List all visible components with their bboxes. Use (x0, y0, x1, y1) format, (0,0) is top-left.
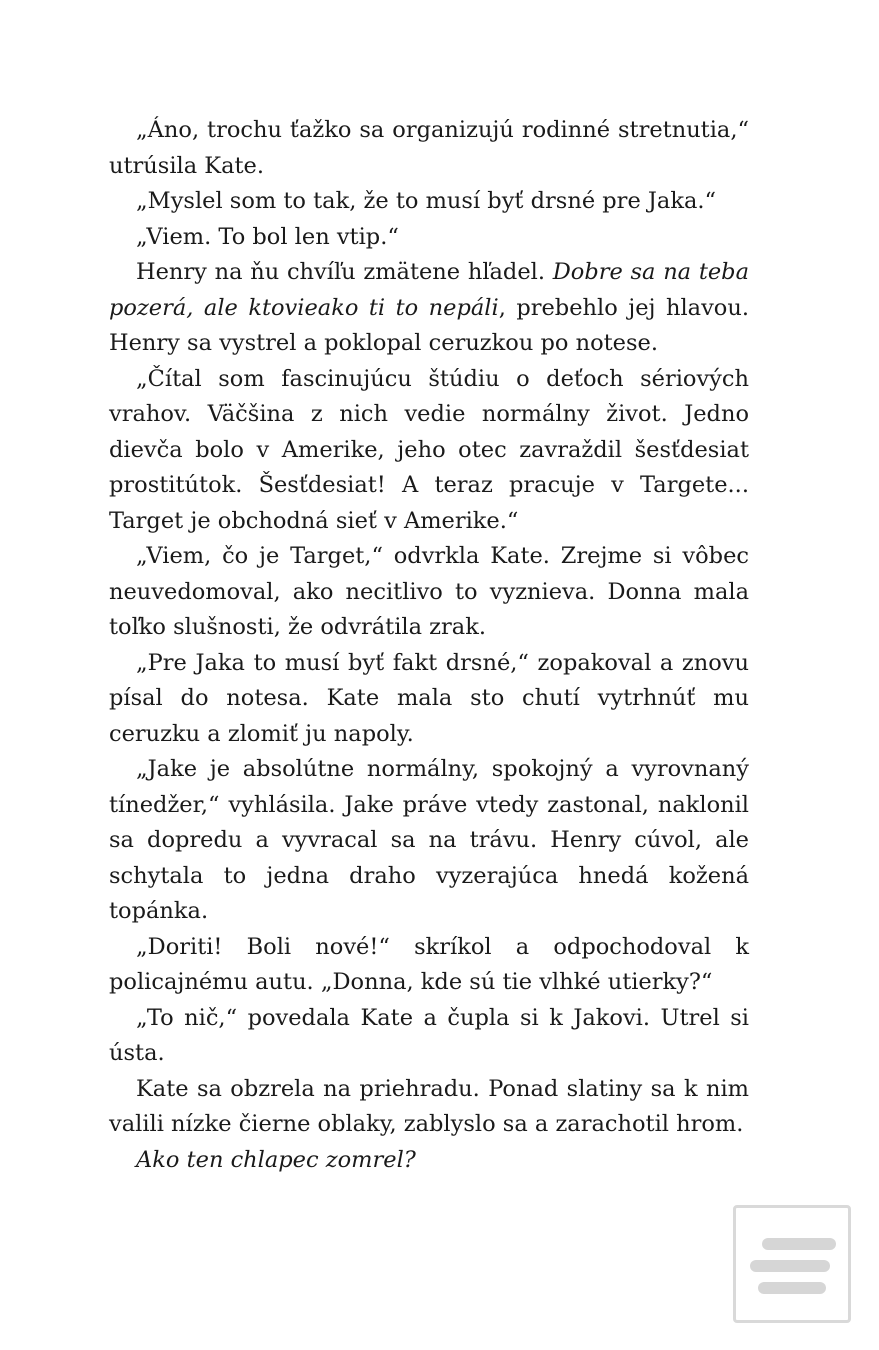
paragraph: Henry na ňu chvíľu zmätene hľadel. Dobre sa na teba pozerá, ale ktovieako ti to nepáli, prebehlo jej hlavou. Henry sa vystrel a poklopal ceruzkou po notese. (109, 259, 749, 356)
paragraph: „Pre Jaka to musí byť fakt drsné,“ zopakoval a znovu písal do notesa. Kate mala sto chutí vytrhnúť mu ceruzku a zlomiť ju napoly. (109, 649, 749, 747)
paragraph (109, 1143, 749, 1179)
book-stack-icon (733, 1205, 851, 1323)
paragraph: „To nič,“ povedala Kate a čupla si k Jakovi. Utrel si ústa. (109, 1004, 749, 1066)
watermark-bar (758, 1282, 826, 1294)
paragraph: „Doriti! Boli nové!“ skríkol a odpochodoval k policajnému autu. „Donna, kde sú tie vlhké utierky?“ (109, 933, 749, 995)
watermark-bar (762, 1238, 836, 1250)
paragraph: „Viem, čo je Target,“ odvrkla Kate. Zrejme si vôbec neuvedomoval, ako necitlivo to vyznieva. Donna mala toľko slušnosti, že odvrátila zrak. (109, 543, 749, 640)
italic-text: Dobre sa na teba pozerá, ale ktovieako ti to nepáli (109, 259, 749, 321)
paragraph: „Čítal som fascinujúcu štúdiu o deťoch sériových vrahov. Väčšina z nich vedie normálny život. Jedno dievča bolo v Amerike, jeho otec zavraždil šesťdesiat prostitútok. Šesťdesiat! A teraz pracuje v Targete... Target je obchodná sieť v Amerike.“ (109, 365, 749, 534)
paragraph: „Áno, trochu ťažko sa organizujú rodinné stretnutia,“ utrúsila Kate. (109, 117, 749, 179)
watermark-bar (750, 1260, 830, 1272)
page-body-text (109, 113, 749, 1178)
paragraph: „Jake je absolútne normálny, spokojný a vyrovnaný tínedžer,“ vyhlásila. Jake práve vtedy zastonal, naklonil sa dopredu a vyvracal sa na trávu. Henry cúvol, ale schytala to jedna draho vyzerajúca hnedá kožená topánka. (109, 756, 749, 924)
italic-text: Ako ten chlapec zomrel? (136, 1146, 416, 1173)
paragraph: „Myslel som to tak, že to musí byť drsné pre Jaka.“ (136, 188, 717, 214)
paragraph: Kate sa obzrela na priehradu. Ponad slatiny sa k nim valili nízke čierne oblaky, zablyslo sa a zarachotil hrom. (109, 1075, 749, 1137)
paragraph: „Viem. To bol len vtip.“ (136, 223, 399, 250)
